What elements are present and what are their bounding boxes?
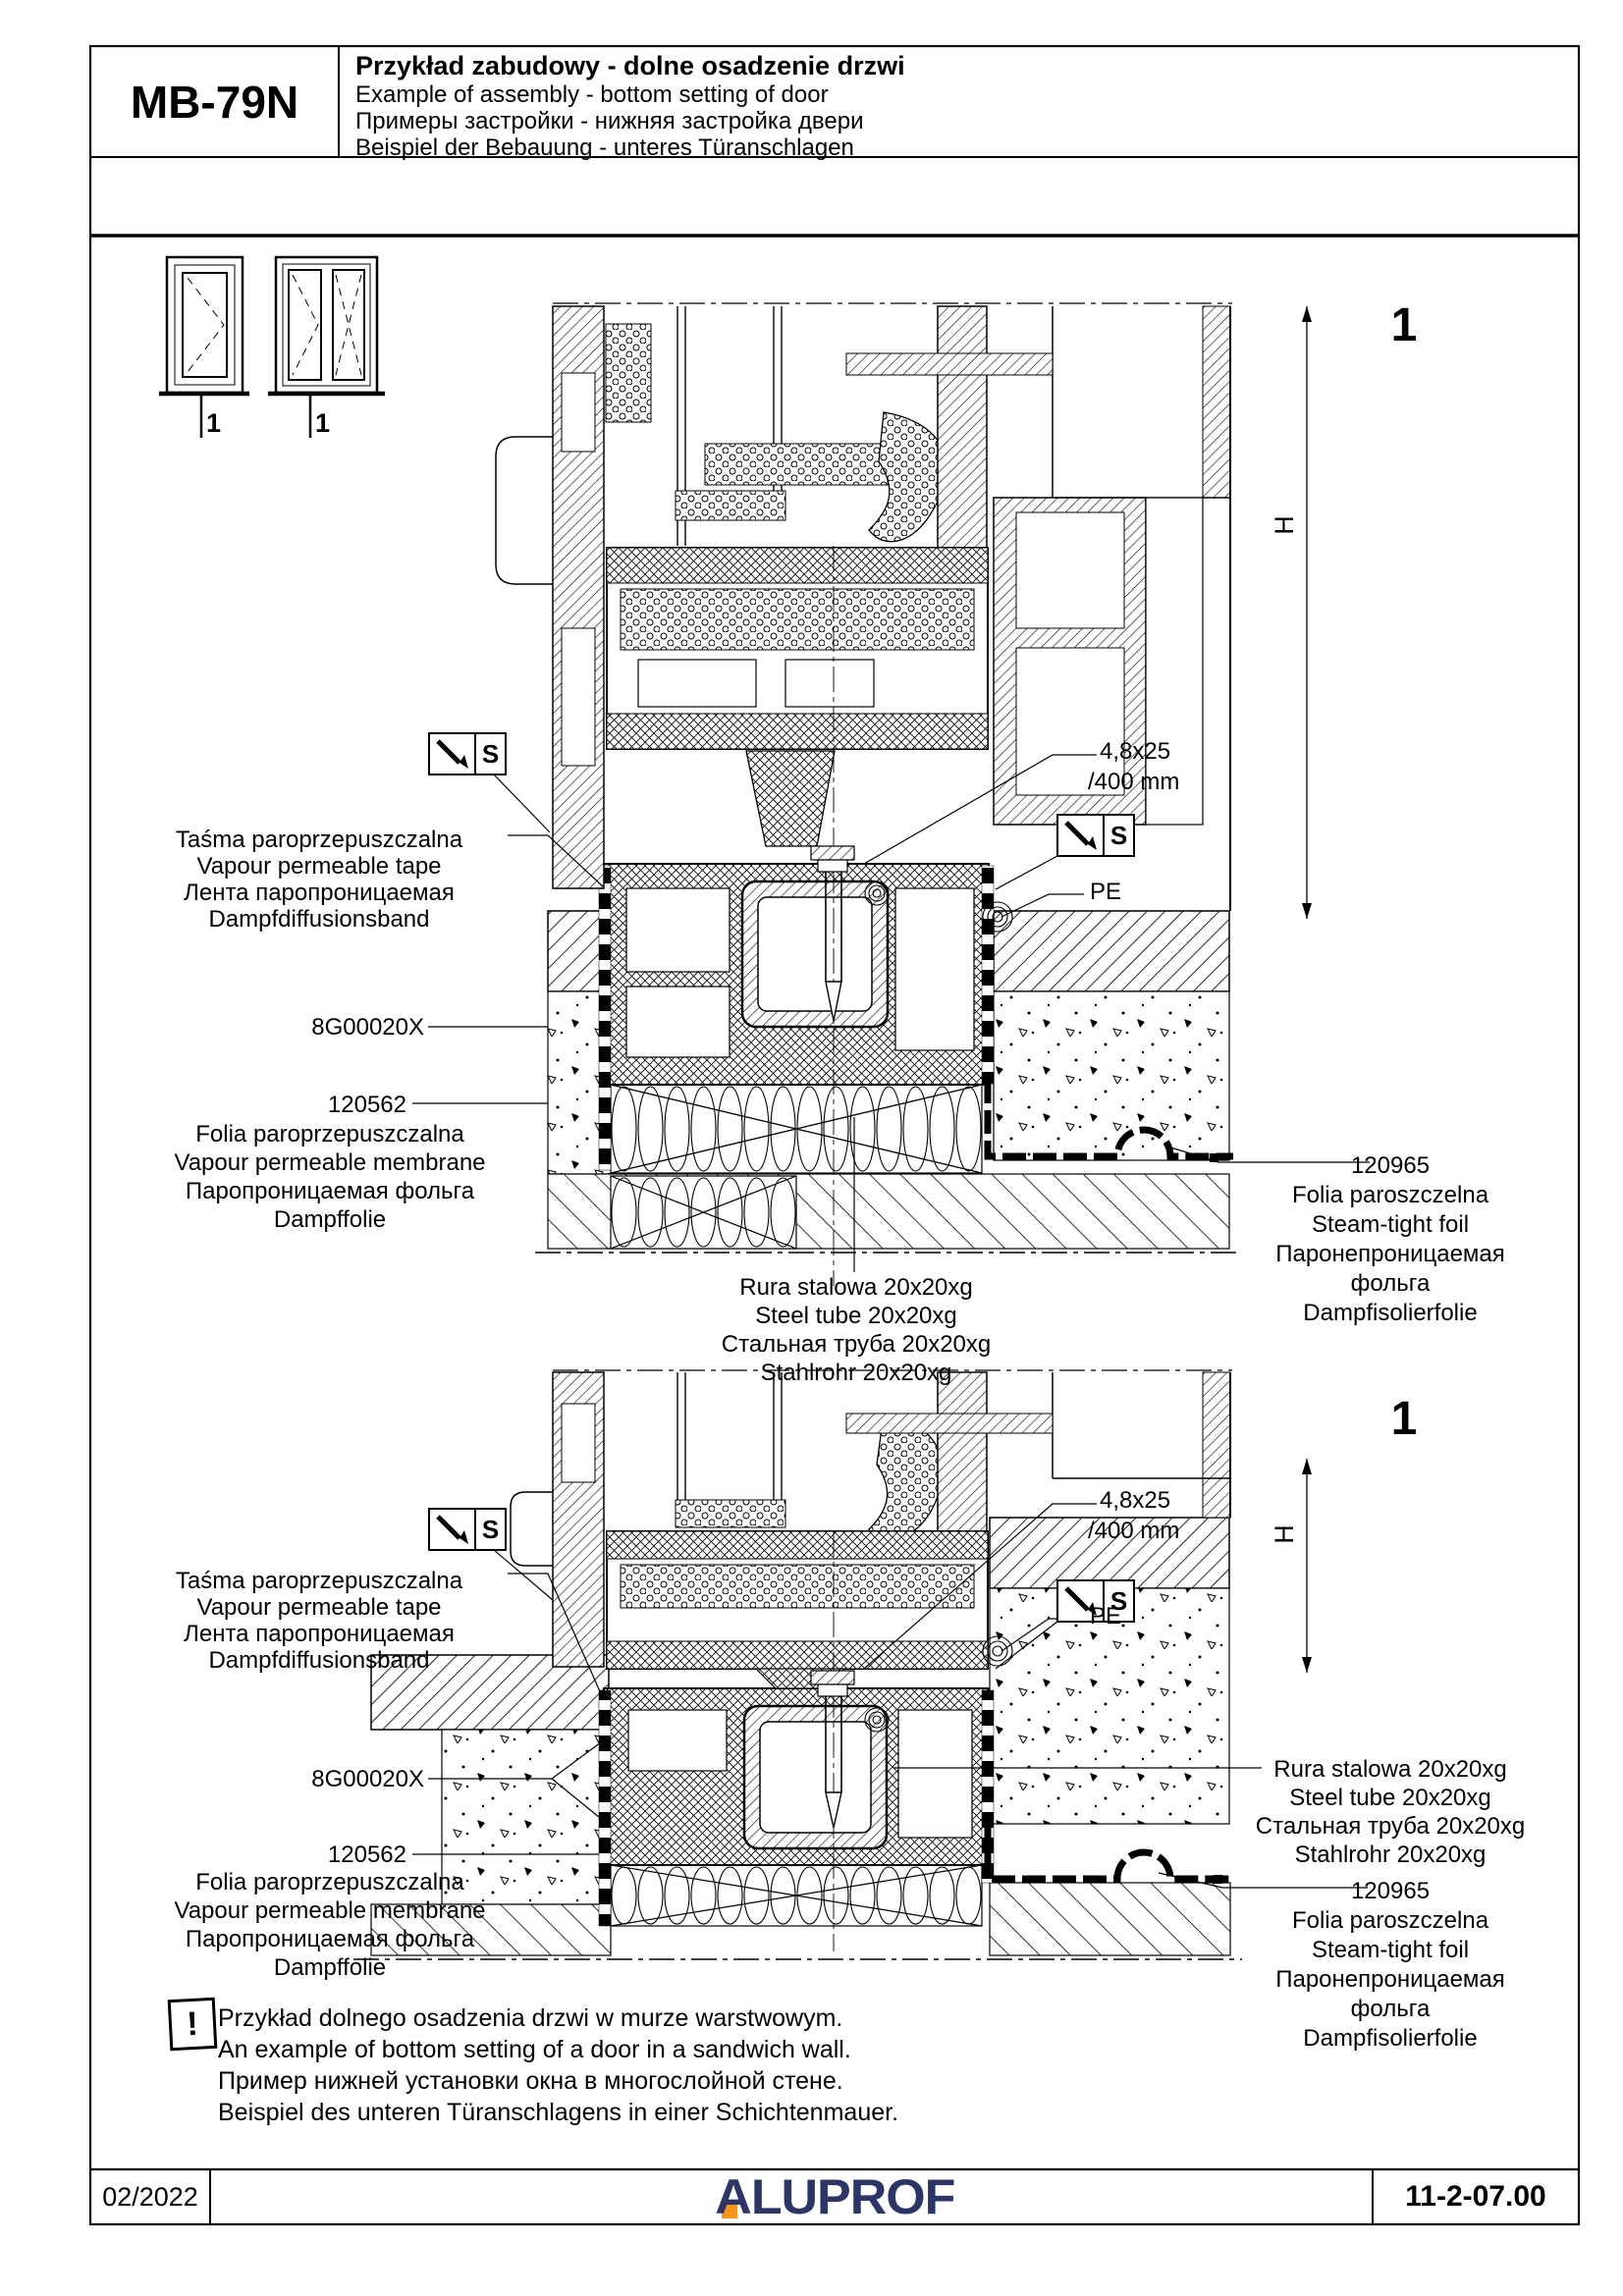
drawing2-tape-label: Taśma paroprzepuszczalna Vapour permeable tape Лента паропроницаемая Dampfdiffusionsband [175, 1568, 463, 1674]
drawing2-screw-spacing-label: /400 mm [1088, 1518, 1180, 1544]
note-text: Przykład dolnego osadzenia drzwi w murze warstwowym. An example of bottom setting of a door in a sandwich wall. Пример нижней установки окна в многослойной стене. Beispiel des unteren Türanschlagens in einer Schichtenmauer. [218, 2004, 899, 2126]
drawing1-screw-size-label: 4,8x25 [1100, 738, 1171, 765]
title-de: Beispiel der Bebauung - unteres Türanschlagen [355, 134, 854, 161]
drawing1-section-number: 1 [1390, 299, 1418, 351]
drawing1-foil-label: 120965 Folia paroszczelna Steam-tight foil Паронепроницаемая фольга Dampfisolierfolie [1275, 1152, 1505, 1326]
drawing1-membrane-label: Folia paroprzepuszczalna Vapour permeable membrane Паропроницаемая фольга Dampffolie [174, 1121, 486, 1233]
drawing1-tape-label: Taśma paroprzepuszczalna Vapour permeable tape Лента паропроницаемая Dampfdiffusionsband [175, 827, 463, 933]
drawing2-section-number: 1 [1390, 1393, 1418, 1445]
drawing1-sealant-marker-right: S [1109, 820, 1128, 850]
drawing1-sealant-marker-left: S [481, 738, 500, 769]
drawing2-screw-size-label: 4,8x25 [1100, 1487, 1171, 1514]
drawing1-section [412, 303, 1370, 1286]
drawing2-steel-tube-label: Rura stalowa 20x20xg Steel tube 20x20xg Стальная труба 20x20xg Stahlrohr 20x20xg [1255, 1756, 1526, 1868]
thumbnail1-marker: 1 [206, 408, 222, 438]
thumbnail2-marker: 1 [315, 408, 331, 438]
drawing2-foil-label: 120965 Folia paroszczelna Steam-tight foil Паронепроницаемая фольга Dampfisolierfolie [1275, 1878, 1505, 2052]
drawing1-profile-code: 8G00020X [311, 1014, 424, 1041]
page-code: 11-2-07.00 [1405, 2180, 1546, 2213]
aluprof-logo [644, 2169, 1025, 2224]
title-block [355, 51, 905, 161]
drawing2-membrane-label: Folia paroprzepuszczalna Vapour permeable membrane Паропроницаемая фольга Dampffolie [174, 1869, 486, 1981]
title-ru: Примеры застройки - нижняя застройка двери [355, 108, 864, 134]
product-name: MB-79N [130, 76, 299, 128]
drawing2-height-dim-label: H [1269, 1524, 1299, 1544]
revision-date: 02/2022 [102, 2181, 198, 2212]
drawing1-height-dim-label: H [1269, 515, 1299, 535]
drawing2-sealant-marker-right: S [1109, 1585, 1128, 1616]
aluprof-logo-text: ALUPROF [714, 2169, 955, 2224]
door-elevation-icons [159, 257, 385, 438]
warning-icon: ! [168, 1998, 218, 2051]
title-en: Example of assembly - bottom setting of door [355, 81, 829, 108]
drawing1-pe-label: PE [1090, 879, 1122, 905]
drawing1-membrane-code: 120562 [327, 1092, 406, 1118]
drawing1-screw-spacing-label: /400 mm [1088, 769, 1180, 795]
title-pl: Przykład zabudowy - dolne osadzenie drzwi [355, 51, 905, 80]
drawing2-profile-code: 8G00020X [311, 1766, 424, 1792]
drawing2-pe-label: PE [1090, 1603, 1122, 1629]
drawing2-membrane-code: 120562 [327, 1842, 406, 1868]
drawing2-sealant-marker-left: S [481, 1514, 500, 1544]
drawing1-steel-tube-label: Rura stalowa 20x20xg Steel tube 20x20xg Стальная труба 20x20xg Stahlrohr 20x20xg [721, 1274, 992, 1386]
